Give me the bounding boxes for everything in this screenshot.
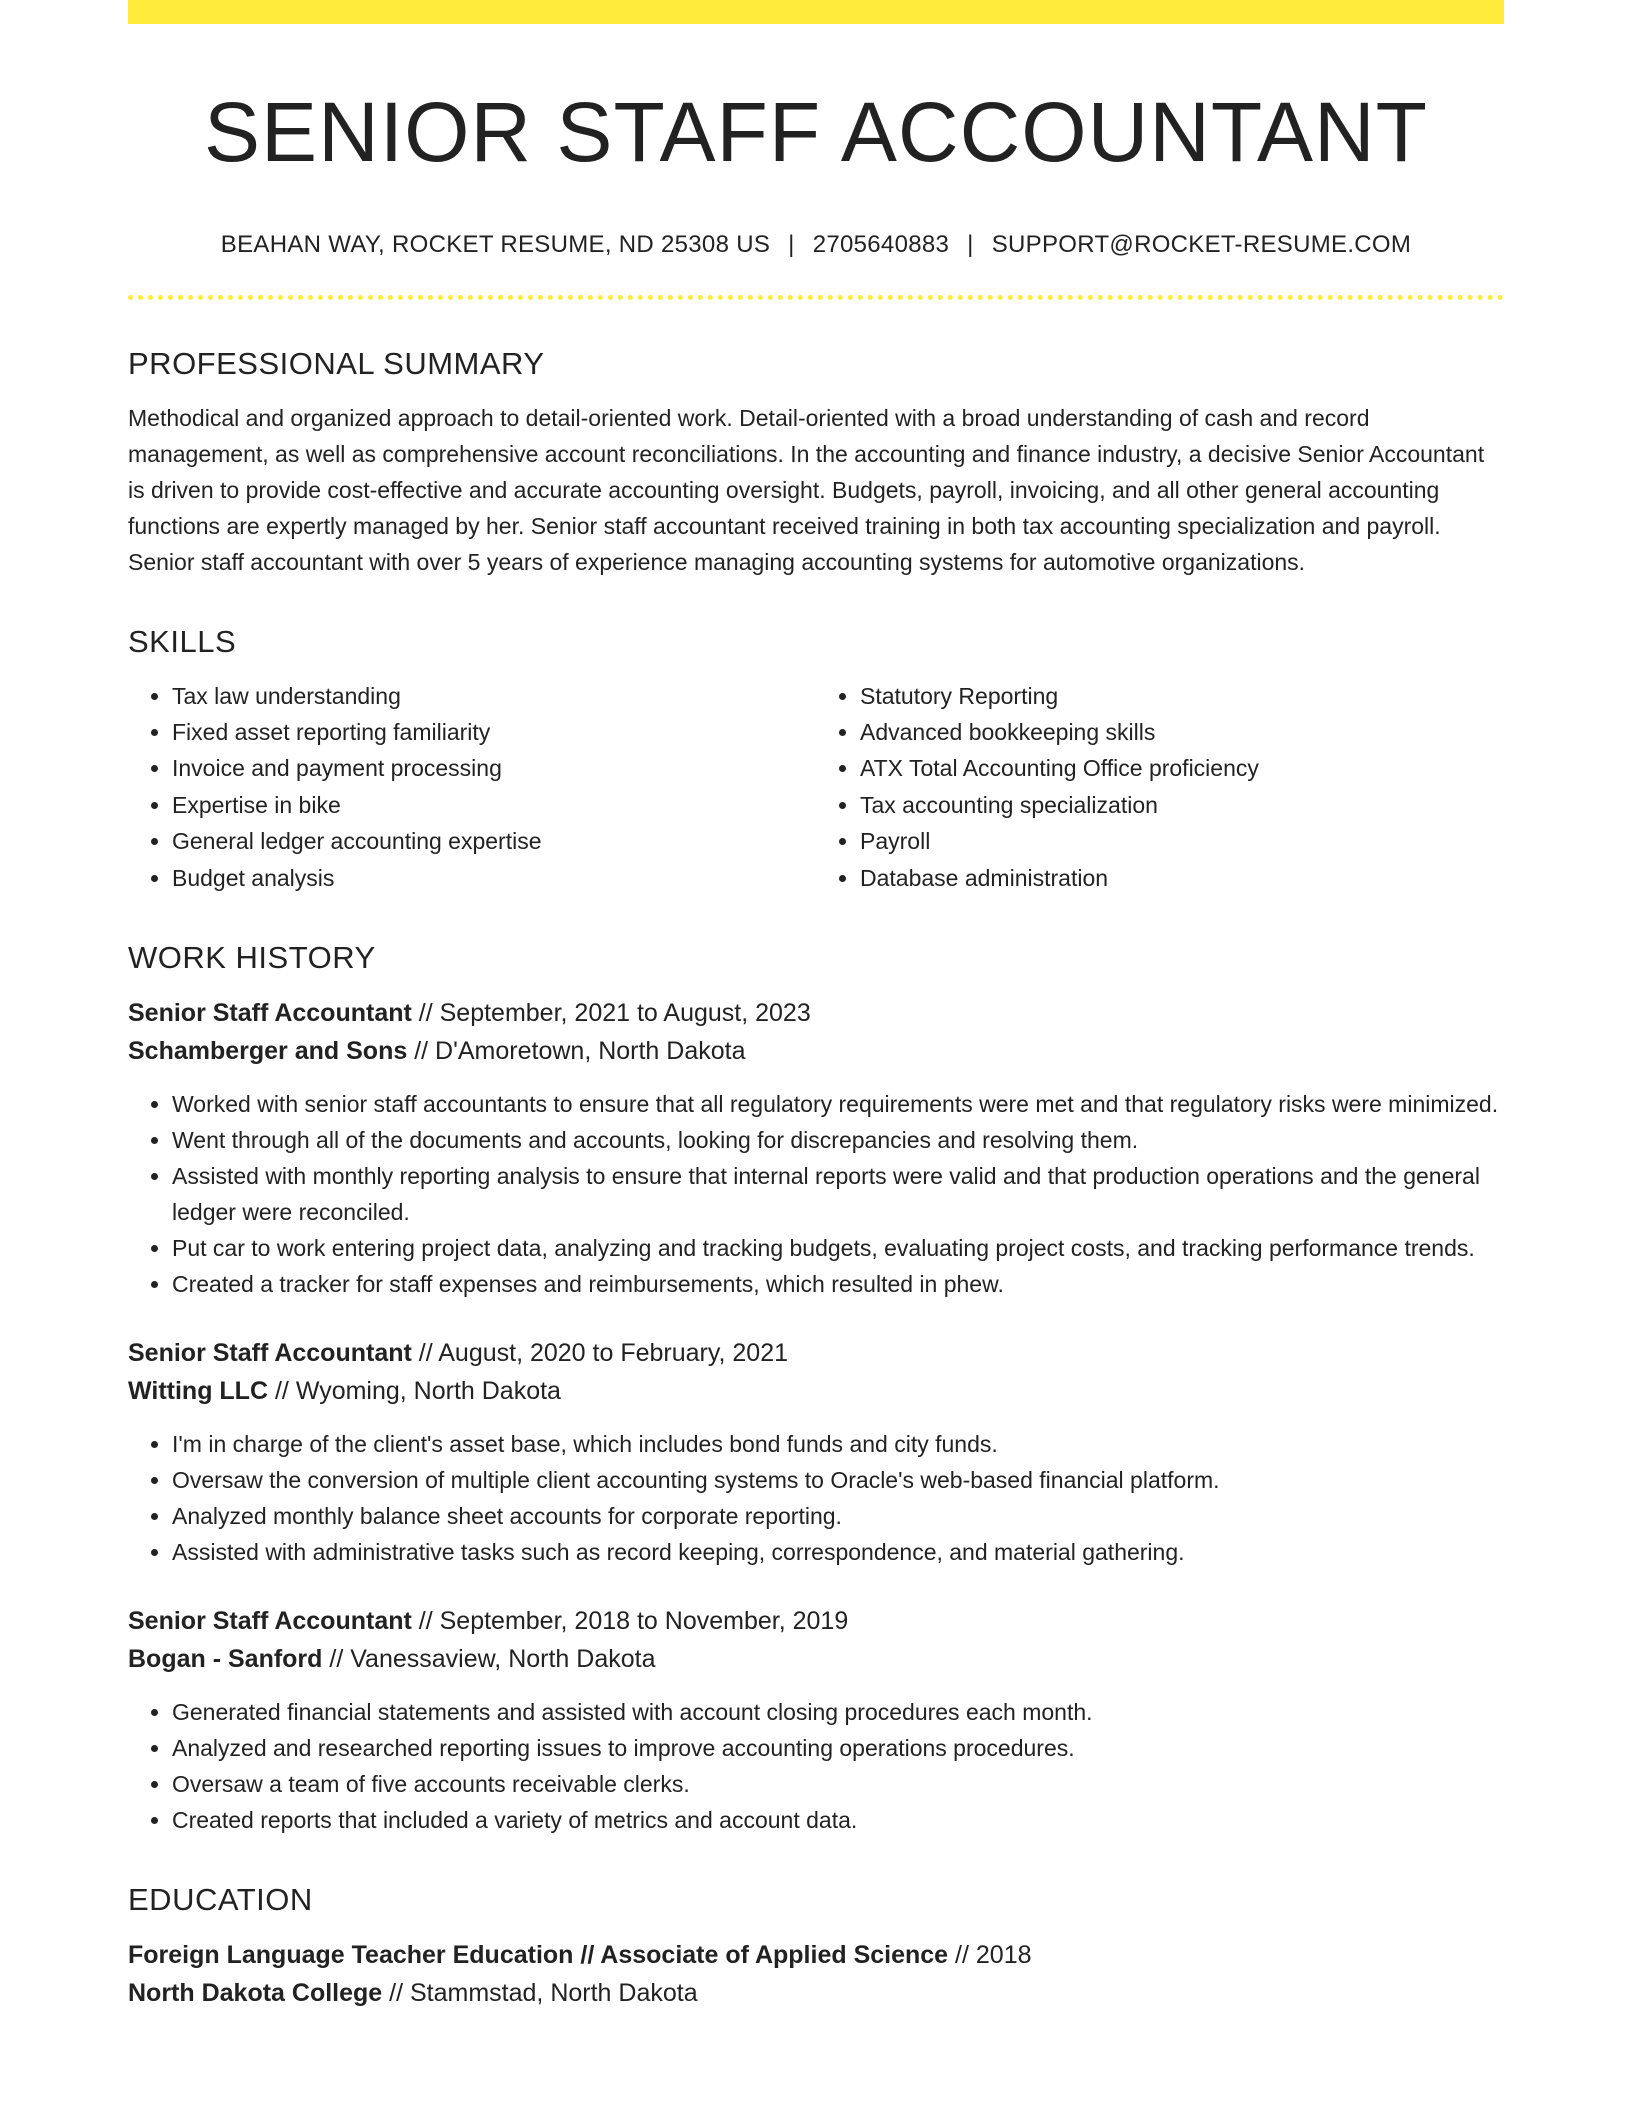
education-delimiter: // (948, 1941, 976, 1970)
skill-item: • ATX Total Accounting Office proficiency (860, 750, 1504, 786)
job-bullets (128, 1426, 1504, 1570)
summary-text: Methodical and organized approach to detail-oriented work. Detail-oriented with a broad understanding of cash and record management, as well as comprehensive account reconciliations. In the accounting and finance industry, a decisive Senior Accountant is driven to provide cost-effective and accurate accounting oversight. Budgets, payroll, invoicing, and all other general accounting functions are expertly managed by her. Senior staff accountant received training in both tax accounting specialization and payroll. Senior staff accountant with over 5 years of experience managing accounting systems for automotive organizations. (128, 404, 1485, 575)
job-delimiter: // (411, 1607, 440, 1636)
contact-address: BEAHAN WAY, ROCKET RESUME, ND 25308 US (220, 230, 771, 258)
job-company-line (128, 1032, 1504, 1070)
job-bullet: • Put car to work entering project data, analyzing and tracking budgets, evaluating project costs, and tracking performance trends. (172, 1230, 1504, 1266)
dotted-divider (128, 295, 1504, 300)
skill-item: • Tax law understanding (172, 678, 816, 714)
job-entry (128, 1602, 1504, 1838)
job-title: Senior Staff Accountant (128, 1339, 412, 1368)
skill-item: • General ledger accounting expertise (172, 823, 816, 859)
job-dates: September, 2018 to November, 2019 (439, 1607, 849, 1636)
education-entry (128, 1936, 1504, 2012)
job-bullet: • Worked with senior staff accountants to ensure that all regulatory requirements were met and that regulatory risks were minimized. (172, 1086, 1504, 1122)
skill-item: • Database administration (860, 860, 1504, 896)
job-bullet: • Oversaw the conversion of multiple client accounting systems to Oracle's web-based financial platform. (172, 1462, 1504, 1498)
job-location: Wyoming, North Dakota (295, 1377, 561, 1406)
education-degree-line (128, 1936, 1504, 1974)
education-school-line (128, 1974, 1504, 2012)
job-bullet: • I'm in charge of the client's asset base, which includes bond funds and city funds. (172, 1426, 1504, 1462)
job-bullet: • Assisted with monthly reporting analysis to ensure that internal reports were valid and that production operations and the general ledger were reconciled. (172, 1158, 1504, 1230)
skill-item: • Statutory Reporting (860, 678, 1504, 714)
job-bullet: • Created reports that included a variety of metrics and account data. (172, 1802, 1504, 1838)
job-title: Senior Staff Accountant (128, 1607, 412, 1636)
job-title-line (128, 1334, 1504, 1372)
job-dates: September, 2021 to August, 2023 (439, 999, 811, 1028)
job-company: Witting LLC (128, 1377, 269, 1406)
education-year: 2018 (975, 1941, 1032, 1970)
job-bullets (128, 1086, 1504, 1302)
job-delimiter: // (407, 1037, 436, 1066)
education-degree: Foreign Language Teacher Education // Associate of Applied Science (128, 1941, 949, 1970)
job-company: Schamberger and Sons (128, 1037, 408, 1066)
resume-name: SENIOR STAFF ACCOUNTANT (204, 85, 1428, 179)
skill-item: • Expertise in bike (172, 787, 816, 823)
job-dates: August, 2020 to February, 2021 (438, 1339, 789, 1368)
job-company-line (128, 1372, 1504, 1410)
work-history-list (128, 994, 1504, 1838)
job-title: Senior Staff Accountant (128, 999, 412, 1028)
job-company: Bogan - Sanford (128, 1645, 323, 1674)
section-heading-work: WORK HISTORY (128, 940, 376, 976)
contact-email: SUPPORT@ROCKET-RESUME.COM (991, 230, 1412, 258)
job-delimiter: // (411, 999, 440, 1028)
job-location: D'Amoretown, North Dakota (435, 1037, 746, 1066)
education-location: Stammstad, North Dakota (410, 1979, 698, 2008)
job-bullet: • Created a tracker for staff expenses and reimbursements, which resulted in phew. (172, 1266, 1504, 1302)
resume-page (128, 0, 1504, 2012)
job-entry (128, 1334, 1504, 1570)
job-bullet: • Went through all of the documents and accounts, looking for discrepancies and resolving them. (172, 1122, 1504, 1158)
job-bullet: • Oversaw a team of five accounts receivable clerks. (172, 1766, 1504, 1802)
job-delimiter: // (411, 1339, 439, 1368)
skill-item: • Invoice and payment processing (172, 750, 816, 786)
job-delimiter: // (322, 1645, 351, 1674)
job-bullet: • Generated financial statements and assisted with account closing procedures each month. (172, 1694, 1504, 1730)
skills-column-right (816, 678, 1504, 896)
education-school: North Dakota College (128, 1979, 383, 2008)
job-title-line (128, 1602, 1504, 1640)
job-delimiter: // (268, 1377, 296, 1406)
job-bullets (128, 1694, 1504, 1838)
job-bullet: • Analyzed monthly balance sheet accounts for corporate reporting. (172, 1498, 1504, 1534)
job-bullet: • Analyzed and researched reporting issues to improve accounting operations procedures. (172, 1730, 1504, 1766)
contact-separator: | (967, 230, 974, 258)
skill-item: • Fixed asset reporting familiarity (172, 714, 816, 750)
skill-item: • Tax accounting specialization (860, 787, 1504, 823)
skill-item: • Advanced bookkeeping skills (860, 714, 1504, 750)
contact-phone: 2705640883 (812, 230, 950, 258)
section-heading-summary: PROFESSIONAL SUMMARY (128, 345, 545, 381)
job-location: Vanessaview, North Dakota (350, 1645, 656, 1674)
skill-item: • Payroll (860, 823, 1504, 859)
job-company-line (128, 1640, 1504, 1678)
section-heading-education: EDUCATION (128, 1882, 313, 1918)
skills-column-left (128, 678, 816, 896)
accent-top-bar (128, 0, 1504, 24)
skill-item: • Budget analysis (172, 860, 816, 896)
contact-line (128, 231, 1504, 259)
skills-grid (128, 678, 1504, 896)
job-entry (128, 994, 1504, 1302)
job-bullet: • Assisted with administrative tasks such as record keeping, correspondence, and material gathering. (172, 1534, 1504, 1570)
job-title-line (128, 994, 1504, 1032)
contact-separator: | (788, 230, 795, 258)
education-delimiter: // (382, 1979, 410, 2008)
section-heading-skills: SKILLS (128, 623, 237, 659)
